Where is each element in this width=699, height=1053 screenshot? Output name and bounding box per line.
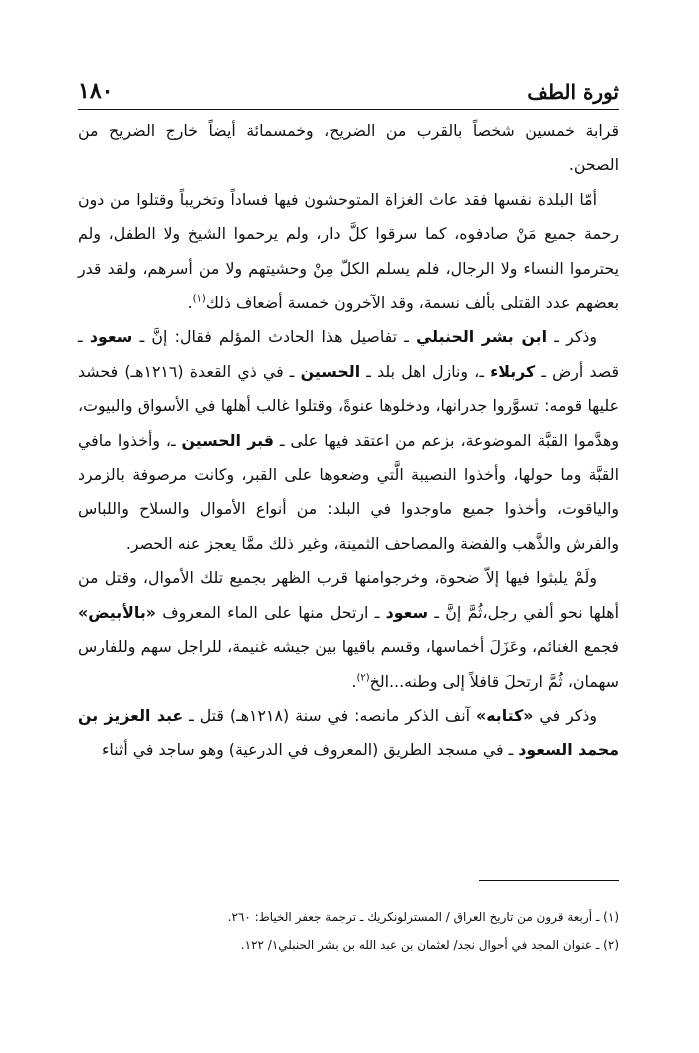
paragraph-5-text: آنف الذكر مانصه: في سنة (١٢١٨هـ) قتل ـ — [183, 705, 476, 725]
name-husayn: الحسين — [300, 361, 361, 381]
paragraph-3-text: ـ، ونازل اهل بلد ـ — [360, 361, 491, 381]
paragraph-3 — [78, 320, 619, 561]
place-karbala: كربلاء — [490, 361, 536, 381]
paragraph-1-text: قرابة خمسين شخصاً بالقرب من الضريح، وخمسمائة أيضاً خارج الضريح من الصحن. — [78, 121, 619, 175]
paragraph-2-text: أمّا البلدة نفسها فقد عاث الغزاة المتوحشون فيها فساداً وتخريباً وقتلوا من دون رحمة جميع مَنْ صادفوه، كما سرقوا كلَّ دار، ولم يرحموا الشيخ ولا الطفل، ولم يحترموا النساء ولا الرجال، فلم يسلم الكلّ مِنْ وحشيتهم ولا من أسرهم، ولقد قدر بعضهم عدد القتلى بألف نسمة، وقد الآخرون خمسة أضعاف ذلك — [78, 189, 619, 313]
paragraph-3-text: وذكر ـ — [547, 327, 598, 347]
paragraph-4-text: ولَمْ يلبثوا فيها إلاّ ضحوة، وخرجوامنها قرب الظهر بجميع تلك الأموال، وقتل من أهلها نحو ألفي رجل،ثُمَّ إنَّ ـ — [78, 568, 619, 622]
running-title: ثورة الطف — [527, 80, 619, 104]
page-number: ١٨٠ — [78, 78, 114, 104]
name-abdulaziz: عبد العزيز بن محمد السعود — [78, 705, 619, 760]
paragraph-5 — [78, 699, 619, 768]
footnote-separator — [479, 880, 619, 881]
footnote-ref-2: (٢) — [356, 672, 370, 684]
name-ibn-bishr: ابن بشر الحنبلي — [416, 327, 548, 347]
page-header — [78, 68, 619, 104]
paragraph-3-text: ـ، وأخذوا مافي القبَّة وما حولها، وأخذوا النصيبة الَّتي وضعوها على القبر، وكانت مرصوفة بالزمرد والياقوت، وأخذوا جميع ماوجدوا في البلد: من أنواع الأموال والسلاح واللباس والفرش والذَّهب والفضة والمصاحف الثمينة، وغير ذلك ممَّا يعجز عنه الحصر. — [78, 430, 619, 553]
paragraph-4-text: فجمع الغنائم، وعَزَلَ أخماسها، وقسم باقيها بين جيشه غنيمة، للراجل سهم وللفارس سهمان، ثُمَّ ارتحلَ قافلاً إلى وطنه...الخ — [78, 637, 619, 691]
footnote-2: (٢) ـ عنوان المجد في أحوال نجد/ لعثمان بن عبد الله بن بشر الحنبلي١/ ١٢٢. — [240, 938, 619, 952]
footnote-ref-1: (١) — [192, 293, 206, 305]
paragraph-4 — [78, 561, 619, 699]
header-rule — [78, 109, 619, 110]
footnotes — [78, 903, 619, 959]
place-al-abyad: «بالأبيض» — [78, 602, 156, 622]
place-husayn-tomb: قبر الحسين — [181, 430, 274, 450]
paragraph-4-text: ـ ارتحل منها على الماء المعروف — [155, 602, 386, 622]
paragraph-3-text: ـ تفاصيل هذا الحادث المؤلم فقال: إنَّ ـ — [132, 327, 417, 347]
name-saud: سعود — [385, 602, 429, 622]
main-text — [78, 114, 619, 768]
paragraph-4-text: . — [351, 671, 357, 691]
book-title: «كتابه» — [476, 705, 534, 725]
paragraph-3-text: ـ في ذي القعدة (١٢١٦هـ) فحشد عليها قومه: تسوَّروا جدرانها، ودخلوها عنوةً، وقتلوا غالب أهلها في الأسواق والبيوت، وهدَّموا القبَّة الموضوعة، بزعم من اعتقد فيها على ـ — [78, 361, 620, 450]
name-saud: سعود — [89, 327, 133, 347]
paragraph-5-text: ـ في مسجد الطريق (المعروف في الدرعية) وهو ساجد في أثناء — [101, 740, 519, 760]
paragraph-2: أمّا البلدة نفسها فقد عاث الغزاة المتوحشون فيها فساداً وتخريباً وقتلوا من دون رحمة جميع مَنْ صادفوه، كما سرقوا كلَّ دار، ولم يرحموا الشيخ ولا الطفل، ولم يحترموا النساء ولا الرجال، فلم يسلم الكلّ مِنْ وحشيتهم ولا من أسرهم، ولقد قدر بعضهم عدد القتلى بألف نسمة، وقد الآخرون خمسة أضعاف ذلك$^{(١)}$. — [78, 189, 619, 313]
footnote-1: (١) ـ أربعة قرون من تاريخ العراق / المسترلونكريك ـ ترجمة جعفر الخياط: ٢٦٠. — [227, 910, 619, 924]
paragraph-3-text: ـ قصد أرض ـ — [78, 327, 619, 381]
paragraph-5-text: وذكر في — [533, 705, 597, 725]
paragraph-1 — [78, 114, 619, 183]
